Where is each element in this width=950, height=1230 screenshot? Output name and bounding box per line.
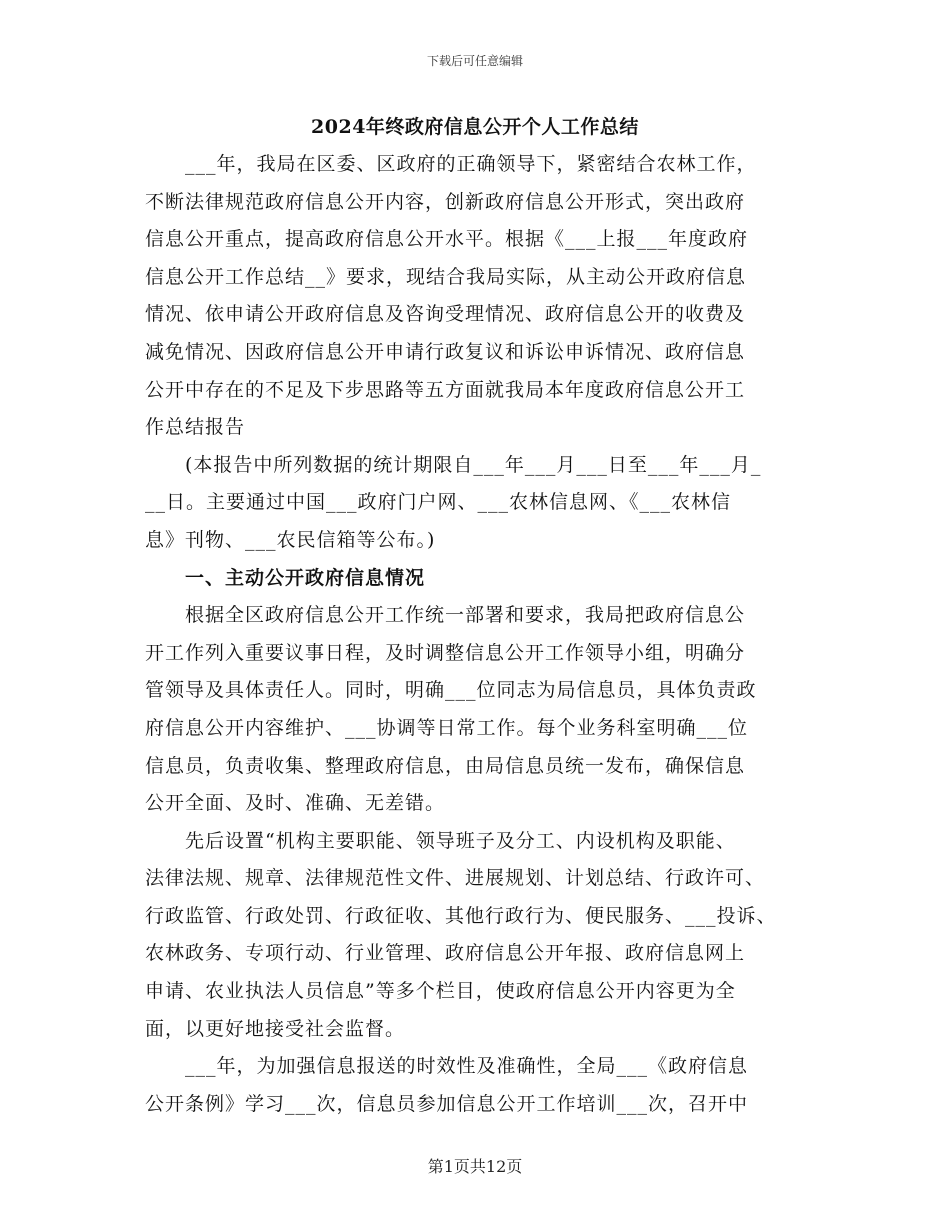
body-line: 公开中存在的不足及下步思路等五方面就我局本年度政府信息公开工	[145, 378, 746, 401]
body-line: 管领导及具体责任人。同时，明确___位同志为局信息员，具体负责政	[145, 679, 757, 702]
document-body	[145, 146, 815, 1123]
page-footer: 第1页共12页	[427, 1157, 523, 1176]
body-line: (本报告中所列数据的统计期限自___年___月___日至___年___月_	[145, 453, 762, 476]
body-line: 根据全区政府信息公开工作统一部署和要求，我局把政府信息公	[145, 604, 746, 627]
body-line: 先后设置“机构主要职能、领导班子及分工、内设机构及职能、	[145, 829, 736, 852]
body-line: 信息员，负责收集、整理政府信息，由局信息员统一发布，确保信息	[145, 754, 746, 777]
section-heading: 一、主动公开政府信息情况	[145, 566, 426, 589]
body-line: 作总结报告	[145, 416, 246, 439]
body-line: 不断法律规范政府信息公开内容，创新政府信息公开形式，突出政府	[145, 190, 746, 213]
body-line: 农林政务、专项行动、行业管理、政府信息公开年报、政府信息网上	[145, 942, 746, 965]
body-line: 申请、农业执法人员信息”等多个栏目，使政府信息公开内容更为全	[145, 980, 736, 1003]
body-line: 行政监管、行政处罚、行政征收、其他行政行为、便民服务、___投诉、	[145, 904, 777, 927]
body-line: 息》刊物、___农民信箱等公布。)	[145, 528, 436, 551]
body-line: 信息公开重点，提高政府信息公开水平。根据《___上报___年度政府	[145, 228, 749, 251]
body-line: 公开条例》学习___次，信息员参加信息公开工作培训___次，召开中	[145, 1092, 749, 1115]
document-title: 2024年终政府信息公开个人工作总结	[311, 116, 639, 138]
body-line: 开工作列入重要议事日程，及时调整信息公开工作领导小组，明确分	[145, 641, 746, 664]
body-line: 减免情况、因政府信息公开申请行政复议和诉讼申诉情况、政府信息	[145, 340, 746, 363]
body-line: ___年，为加强信息报送的时效性及准确性，全局___《政府信息	[145, 1055, 749, 1078]
body-line: 情况、依申请公开政府信息及咨询受理情况、政府信息公开的收费及	[145, 303, 746, 326]
body-line: 法律法规、规章、法律规范性文件、进展规划、计划总结、行政许可、	[145, 867, 766, 890]
body-line: 公开全面、及时、准确、无差错。	[145, 792, 446, 815]
body-line: __日。主要通过中国___政府门户网、___农林信息网、《___农林信	[145, 491, 732, 514]
body-line: ___年，我局在区委、区政府的正确领导下，紧密结合农林工作，	[145, 153, 757, 175]
body-line: 信息公开工作总结__》要求，现结合我局实际，从主动公开政府信息	[145, 265, 747, 288]
body-line: 府信息公开内容维护、___协调等日常工作。每个业务科室明确___位	[145, 716, 749, 739]
header-note: 下载后可任意编辑	[426, 54, 523, 68]
body-line: 面，以更好地接受社会监督。	[145, 1017, 406, 1040]
